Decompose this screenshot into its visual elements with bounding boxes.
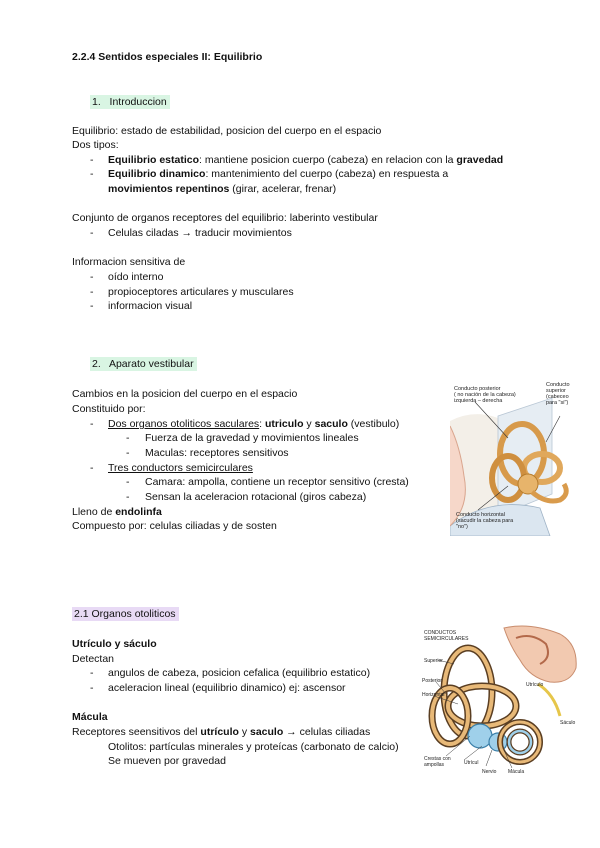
fig-label: CONDUCTOS: [424, 630, 457, 636]
semicircular-canals-figure: [450, 376, 580, 536]
fig-label: (sacudir la cabeza para: [456, 518, 514, 524]
fig-label: Utrícul: [464, 760, 479, 766]
section-2-1-heading: 2.1 Organos otoliticos: [72, 607, 179, 622]
definition: Equilibrio: estado de estabilidad, posicion del cuerpo en el espacio: [72, 125, 382, 137]
fig-label: superior: [546, 388, 566, 394]
fig-label: Conducto posterior: [454, 386, 501, 392]
fig-label: Sáculo: [560, 720, 576, 726]
fig-label: SEMICIRCULARES: [424, 636, 469, 642]
fig-label: Crestas con: [424, 756, 451, 762]
fig-label: Horizontal: [422, 692, 445, 698]
list-item: Maculas: receptores sensitivos: [145, 447, 289, 459]
fig-label: ampollas: [424, 762, 445, 768]
fig-label: Nervio: [482, 769, 497, 775]
fig-label: Utrículo: [526, 682, 544, 688]
vestibular-line1: Cambios en la posicion del cuerpo en el espacio: [72, 388, 298, 400]
fig-label: Conducto horizontal: [456, 512, 505, 518]
cells-text: Celulas ciladas → traducir movimientos: [108, 227, 292, 239]
inner-ear-figure: [420, 624, 580, 776]
list-item: aceleracion lineal (equilibrio dinamico) ej: ascensor: [108, 682, 346, 694]
fill-text: Lleno de endolinfa: [72, 506, 162, 518]
detect-label: Detectan: [72, 653, 115, 665]
section-1-heading: [90, 95, 170, 110]
section-2-heading: [90, 357, 197, 372]
list-item: propioceptores articulares y musculares: [108, 286, 294, 298]
list-item: angulos de cabeza, posicion cefalica (equilibrio estatico): [108, 667, 371, 679]
section-title: Introduccion: [109, 96, 167, 108]
types-label: Dos tipos:: [72, 139, 119, 151]
fig-label: Mácula: [508, 769, 525, 775]
macula-title: Mácula: [72, 711, 108, 723]
fig-label: Conducto: [546, 382, 570, 388]
vestibular-line2: Constituido por:: [72, 403, 146, 415]
composed-text: Compuesto por: celulas ciliadas y de sosten: [72, 520, 277, 532]
list-item: Sensan la aceleracion rotacional (giros cabeza): [145, 491, 367, 503]
fig-label: (cabeceo: [546, 394, 569, 400]
semicircular-canals: Tres conductors semicirculares: [108, 462, 253, 474]
utriculo-saculo-title: Utrículo y sáculo: [72, 638, 157, 650]
fig-label: "no"): [456, 524, 468, 530]
fig-label: Posterior: [422, 678, 443, 684]
list-item: Fuerza de la gravedad y movimientos lineales: [145, 432, 359, 444]
otolithic-organs: Dos organos otoliticos saculares: utriculo y saculo (vestibulo): [108, 418, 400, 430]
fig-label: para "si"): [546, 400, 569, 406]
fig-label: ( no nación de la cabeza): [454, 392, 516, 398]
organs-text: Conjunto de organos receptores del equilibrio: laberinto vestibular: [72, 212, 378, 224]
section-number: 2.: [92, 358, 101, 370]
section-title: Aparato vestibular: [108, 358, 194, 370]
list-item: oído interno: [108, 271, 164, 283]
list-item: informacion visual: [108, 300, 193, 312]
gravity-text: Se mueven por gravedad: [108, 755, 226, 767]
otolitos-text: Otolitos: partículas minerales y proteícas (carbonato de calcio): [108, 741, 399, 753]
page-title: 2.2.4 Sentidos especiales II: Equilibrio: [72, 51, 263, 63]
fig-label: izquierda – derecha: [454, 398, 503, 404]
type-dynamic: Equilibrio dinamico: mantenimiento del cuerpo (cabeza) en respuesta a: [108, 168, 449, 180]
type-static: Equilibrio estatico: mantiene posicion cuerpo (cabeza) en relacion con la gravedad: [108, 154, 504, 166]
list-item: Camara: ampolla, contiene un receptor sensitivo (cresta): [145, 476, 409, 488]
fig-label: Superior: [424, 658, 443, 664]
receptors-text: Receptores seensitivos del utrículo y saculo → celulas ciliadas: [72, 726, 371, 738]
type-dynamic-cont: movimientos repentinos (girar, acelerar, frenar): [108, 183, 337, 195]
sensory-label: Informacion sensitiva de: [72, 256, 186, 268]
section-number: 1.: [92, 96, 101, 108]
